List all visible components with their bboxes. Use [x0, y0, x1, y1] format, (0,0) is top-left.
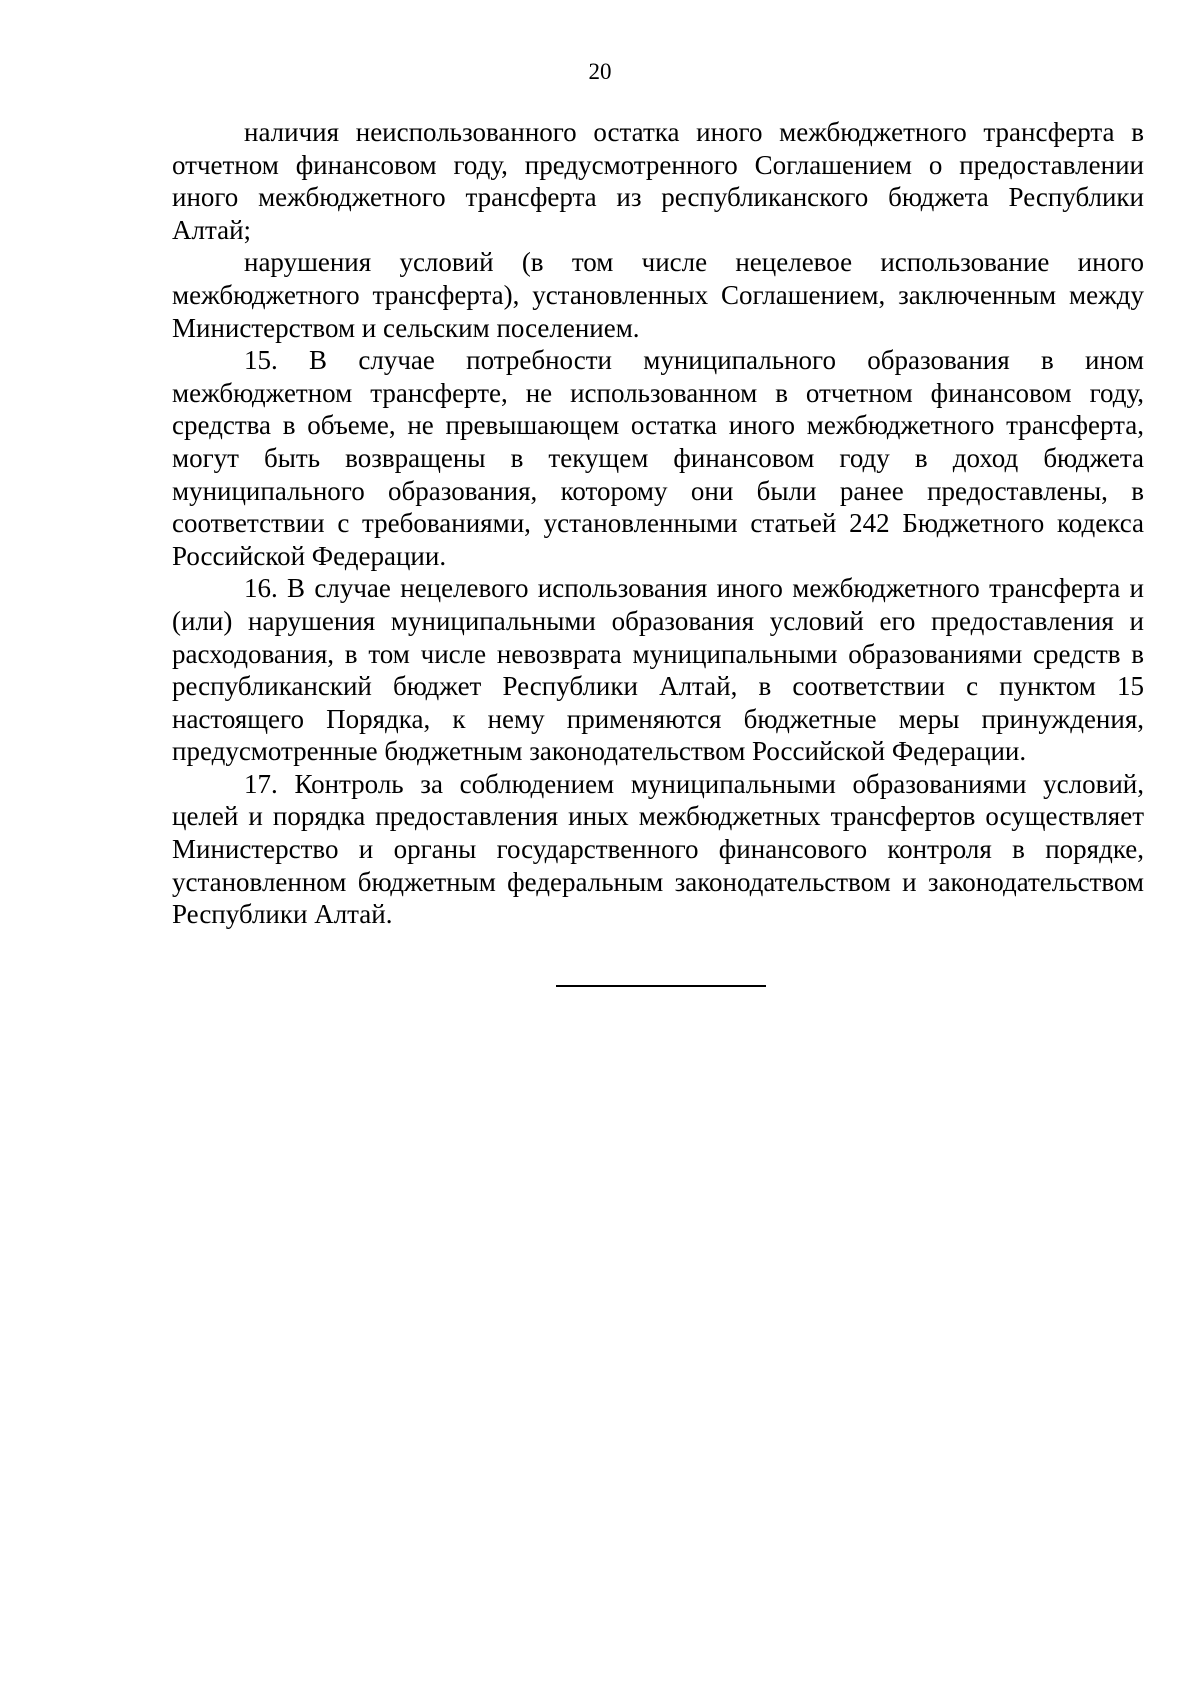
page-number: 20 [588, 59, 612, 84]
paragraph-item-16: 16. В случае нецелевого использования иного межбюджетного трансферта и (или) нарушения муниципальными образования условий его предоставления и расходования, в том числе невозврата муниципальными образованиями средств в республиканский бюджет Республики Алтай, в соответствии с пунктом 15 настоящего Порядка, к нему применяются бюджетные меры принуждения, предусмотренные бюджетным законодательством Российской Федерации. [172, 573, 1144, 767]
paragraph-item-15: 15. В случае потребности муниципального образования в ином межбюджетном трансферте, не использованном в отчетном финансовом году, средства в объеме, не превышающем остатка иного межбюджетного трансферта, могут быть возвращены в текущем финансовом году в доход бюджета муниципального образования, которому они были ранее предоставлены, в соответствии с требованиями, установленными статьей 242 Бюджетного кодекса Российской Федерации. [172, 345, 1144, 571]
paragraph-unused-balance: наличия неиспользованного остатка иного межбюджетного трансферта в отчетном финансовом году, предусмотренного Соглашением о предоставлении иного межбюджетного трансферта из республиканского бюджета Республики Алтай; [172, 117, 1144, 245]
end-of-document-rule [556, 985, 766, 987]
document-body [172, 116, 1144, 931]
paragraph-violation-conditions: нарушения условий (в том числе нецелевое использование иного межбюджетного трансферта), установленных Соглашением, заключенным между Министерством и сельским поселением. [172, 247, 1144, 343]
paragraph-item-17: 17. Контроль за соблюдением муниципальными образованиями условий, целей и порядка предоставления иных межбюджетных трансфертов осуществляет Министерство и органы государственного финансового контроля в порядке, установленном бюджетным федеральным законодательством и законодательством Республики Алтай. [172, 768, 1144, 930]
